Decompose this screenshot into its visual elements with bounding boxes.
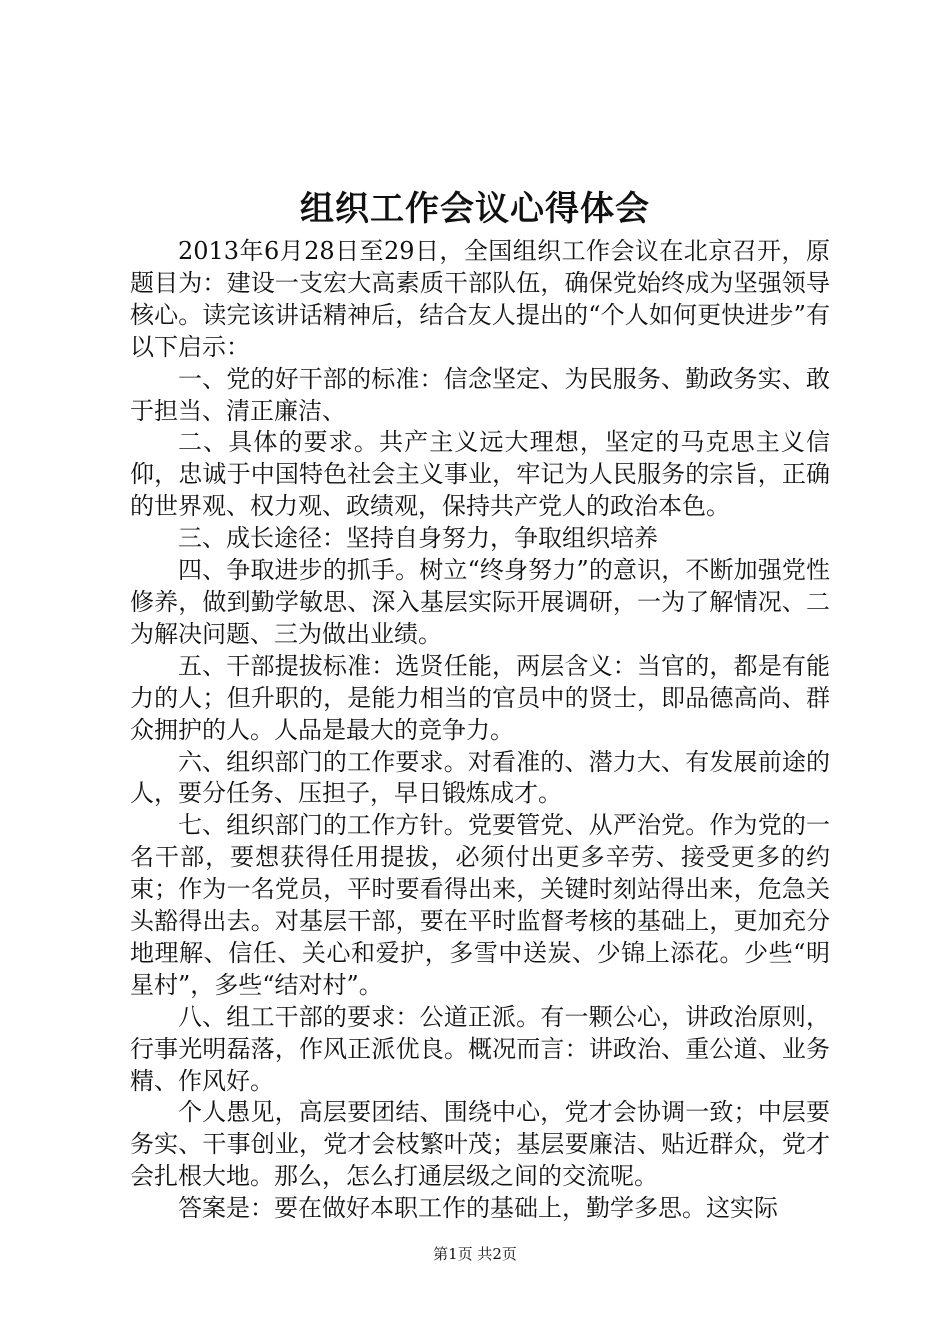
page-footer: 第1页 共2页 <box>433 1245 517 1263</box>
document-body <box>130 236 830 1225</box>
document-title: 组织工作会议心得体会 <box>300 189 650 229</box>
paragraph-point-5: 五、干部提拔标准：选贤任能，两层含义：当官的，都是有能力的人；但升职的，是能力相当的官员中的贤士，即品德高尚、群众拥护的人。人品是最大的竞争力。 <box>130 651 830 744</box>
paragraph-point-8: 八、组工干部的要求：公道正派。有一颗公心，讲政治原则，行事光明磊落，作风正派优良。概况而言：讲政治、重公道、业务精、作风好。 <box>130 1002 830 1095</box>
paragraph-point-3: 三、成长途径：坚持自身努力，争取组织培养 <box>178 524 658 553</box>
paragraph-intro: 2013年6月28日至29日，全国组织工作会议在北京召开，原题目为：建设一支宏大高素质干部队伍，确保党始终成为坚强领导核心。读完该讲话精神后，结合友人提出的“个人如何更快进步”有以下启示： <box>130 237 830 361</box>
paragraph-point-1: 一、党的好干部的标准：信念坚定、为民服务、勤政务实、敢于担当、清正廉洁、 <box>130 364 830 425</box>
paragraph-point-7: 七、组织部门的工作方针。党要管党、从严治党。作为党的一名干部，要想获得任用提拔，必须付出更多辛劳、接受更多的约束；作为一名党员，平时要看得出来，关键时刻站得出来，危急关头豁得出去。对基层干部，要在平时监督考核的基础上，更加充分地理解、信任、关心和爱护，多雪中送炭、少锦上添花。少些“明星村”，多些“结对村”。 <box>130 811 830 999</box>
paragraph-opinion: 个人愚见，高层要团结、围绕中心，党才会协调一致；中层要务实、干事创业，党才会枝繁叶茂；基层要廉洁、贴近群众，党才会扎根大地。那么，怎么打通层级之间的交流呢。 <box>130 1098 830 1191</box>
paragraph-point-4: 四、争取进步的抓手。树立“终身努力”的意识，不断加强党性修养，做到勤学敏思、深入基层实际开展调研，一为了解情况、二为解决问题、三为做出业绩。 <box>130 556 830 648</box>
paragraph-point-2: 二、具体的要求。共产主义远大理想，坚定的马克思主义信仰，忠诚于中国特色社会主义事业，牢记为人民服务的宗旨，正确的世界观、权力观、政绩观，保持共产党人的政治本色。 <box>130 428 830 521</box>
paragraph-answer: 答案是：要在做好本职工作的基础上，勤学多思。这实际 <box>178 1194 778 1223</box>
paragraph-point-6: 六、组织部门的工作要求。对看准的、潜力大、有发展前途的人，要分任务、压担子，早日锻炼成才。 <box>130 747 830 808</box>
